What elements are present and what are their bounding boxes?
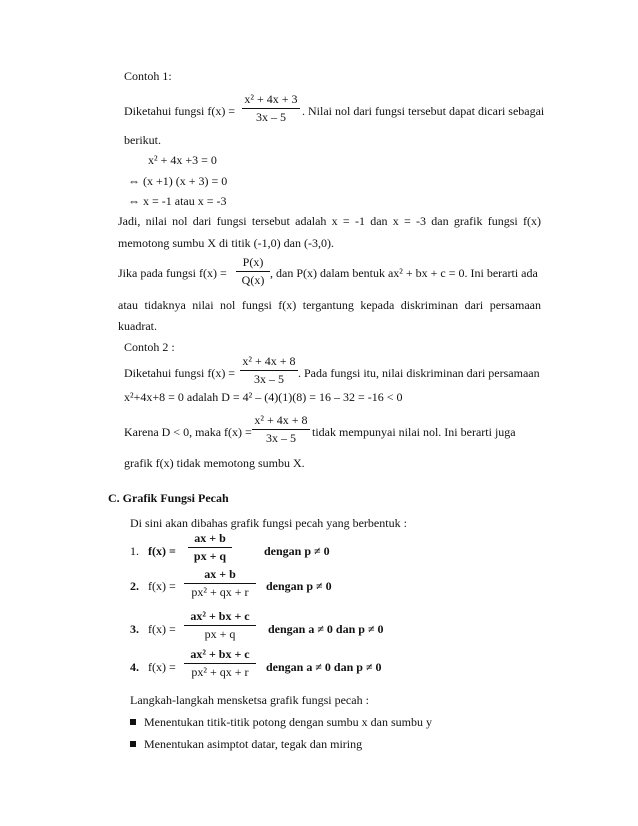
- example2-result-numerator: x² + 4x + 8: [254, 413, 308, 427]
- example2-result-denominator: 3x – 5: [266, 431, 296, 445]
- form-4-lhs: f(x) =: [148, 660, 176, 674]
- example2-result-pre: Karena D < 0, maka f(x) =: [124, 425, 252, 439]
- form-1-condition: dengan p ≠ 0: [264, 544, 330, 558]
- example2-intro-pre: Diketahui fungsi f(x) =: [124, 366, 236, 380]
- form-1-number: 1.: [130, 544, 139, 558]
- form-1-lhs: f(x) =: [148, 544, 176, 558]
- form-4-denominator: px² + qx + r: [191, 665, 249, 679]
- section-c-intro: Di sini akan dibahas grafik fungsi pecah yang berbentuk :: [130, 516, 407, 530]
- square-bullet-icon: [130, 719, 136, 725]
- step-bullet-2-text: Menentukan asimptot datar, tegak dan miring: [144, 737, 363, 751]
- example1-conclusion-line-2: memotong sumbu X di titik (-1,0) dan (-3,0).: [118, 236, 334, 250]
- example1-conclusion-line-1: Jadi, nilai nol dari fungsi tersebut adalah x = -1 dan x = -3 dan grafik fungsi f(x): [118, 214, 541, 228]
- example1-step-2: ⇔ (x +1) (x + 3) = 0: [128, 174, 228, 188]
- example2-result-post: tidak mempunyai nilai nol. Ini berarti juga: [312, 425, 516, 439]
- step-bullet-1-text: Menentukan titik-titik potong dengan sumbu x dan sumbu y: [144, 715, 432, 729]
- form-3-lhs: f(x) =: [148, 622, 176, 636]
- form-4-fraction: [184, 647, 256, 680]
- example1-heading: Contoh 1:: [124, 69, 172, 83]
- example2-heading: Contoh 2 :: [124, 340, 175, 354]
- form-3-number: 3.: [130, 622, 139, 636]
- pq-line-2: atau tidaknya nilai nol fungsi f(x) tergantung kepada diskriminan dari persamaan: [118, 298, 541, 312]
- form-1-numerator: ax + b: [194, 531, 226, 545]
- example2-fraction-numerator: x² + 4x + 8: [242, 354, 296, 368]
- pq-fraction: [236, 255, 270, 288]
- form-1-fraction: [188, 531, 232, 564]
- form-3-denominator: px + q: [204, 627, 236, 641]
- pq-intro-post: , dan P(x) dalam bentuk ax² + bx + c = 0. Ini berarti ada: [270, 266, 538, 280]
- step-bullet-2: [130, 737, 362, 752]
- form-2-condition: dengan p ≠ 0: [266, 579, 332, 593]
- example2-fraction: [240, 354, 298, 387]
- form-2-fraction: [184, 567, 256, 600]
- form-3-numerator: ax² + bx + c: [190, 609, 250, 623]
- form-2-denominator: px² + qx + r: [191, 585, 249, 599]
- example1-intro-post: . Nilai nol dari fungsi tersebut dapat dicari sebagai: [302, 104, 545, 118]
- form-4-number: 4.: [130, 660, 139, 674]
- example1-intro-cont: berikut.: [124, 133, 161, 147]
- square-bullet-icon: [130, 741, 136, 747]
- form-3-fraction: [184, 609, 256, 642]
- discriminant-line: x²+4x+8 = 0 adalah D = 4² – (4)(1)(8) = 16 – 32 = -16 < 0: [124, 390, 403, 404]
- example1-step-1: x² + 4x +3 = 0: [148, 153, 217, 167]
- pq-fraction-denominator: Q(x): [241, 273, 265, 287]
- example2-intro-post: . Pada fungsi itu, nilai diskriminan dari persamaan: [298, 366, 540, 380]
- example1-fraction-denominator: 3x – 5: [256, 110, 286, 124]
- example2-result-line-2: grafik f(x) tidak memotong sumbu X.: [124, 456, 305, 470]
- form-2-lhs: f(x) =: [148, 579, 176, 593]
- example1-intro-pre: Diketahui fungsi f(x) =: [124, 104, 236, 118]
- example1-fraction: [242, 92, 300, 125]
- example2-result-fraction: [252, 413, 310, 446]
- steps-heading: Langkah-langkah mensketsa grafik fungsi pecah :: [130, 693, 369, 707]
- example1-step-3: ⇔ x = -1 atau x = -3: [128, 194, 227, 208]
- pq-intro-pre: Jika pada fungsi f(x) =: [118, 266, 227, 280]
- example1-fraction-numerator: x² + 4x + 3: [244, 92, 298, 106]
- form-2-numerator: ax + b: [204, 567, 236, 581]
- pq-line-3: kuadrat.: [118, 319, 157, 333]
- section-c-heading: C. Grafik Fungsi Pecah: [108, 491, 229, 505]
- example2-fraction-denominator: 3x – 5: [254, 372, 284, 386]
- form-4-condition: dengan a ≠ 0 dan p ≠ 0: [266, 660, 382, 674]
- form-2-number: 2.: [130, 579, 139, 593]
- step-bullet-1: [130, 715, 432, 730]
- form-3-condition: dengan a ≠ 0 dan p ≠ 0: [268, 622, 384, 636]
- form-1-denominator: px + q: [193, 549, 227, 563]
- form-4-numerator: ax² + bx + c: [190, 647, 250, 661]
- pq-fraction-numerator: P(x): [242, 255, 264, 269]
